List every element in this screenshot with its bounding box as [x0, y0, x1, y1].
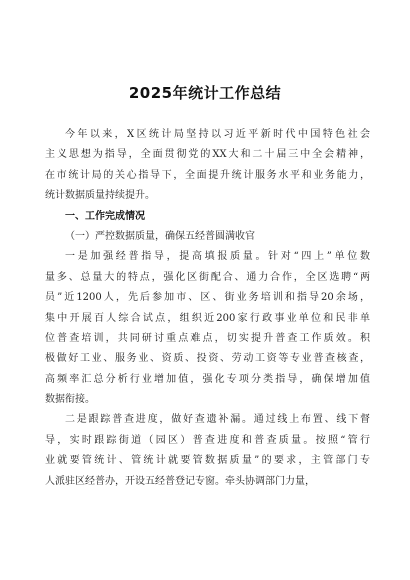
- text-line: 在市统计局的关心指导下，全面提升统计服务水平和业务能力，: [45, 169, 370, 181]
- text-line: 员”近1200人，先后参加市、区、街业务培训和指导20余场，: [45, 292, 370, 304]
- text-line: 极做好工业、服务业、资质、投资、劳动工资等专业普查核查，: [45, 353, 370, 365]
- text-line: 业就要管统计、管统计就要管数据质量”的要求，主管部门专: [45, 455, 370, 467]
- paragraph: [45, 247, 370, 410]
- text-line: 位普查培训，共同研讨重点难点，切实提升普查工作质效。积: [45, 332, 370, 344]
- text-line: 二是跟踪普查进度，做好查遗补漏。通过线上布置、线下督: [65, 414, 370, 426]
- text-line: 今年以来，X区统计局坚持以习近平新时代中国特色社会: [65, 129, 370, 140]
- paragraph: [45, 125, 370, 207]
- text-line: 量多、总量大的特点，强化区街配合、通力合作，全区选聘“两: [45, 271, 370, 283]
- text-line: 统计数据质量持续提升。: [45, 190, 155, 202]
- subsection-heading: [45, 227, 370, 247]
- text-line: （一）严控数据质量，确保五经普圆满收官: [65, 230, 255, 242]
- text-line: 一、工作完成情况: [65, 210, 145, 222]
- text-line: 集中开展百人综合试点，组织近200家行政事业单位和民非单: [45, 312, 370, 324]
- text-line: 人派驻区经普办，开设五经普登记专窗。牵头协调部门力量，: [45, 475, 315, 487]
- text-line: 一是加强经普指导，提高填报质量。针对“四上”单位数: [65, 251, 370, 263]
- document-title: 2025年统计工作总结: [128, 84, 282, 102]
- text-line: 主义思想为指导，全面贯彻党的XX大和二十届三中全会精神，: [45, 149, 370, 161]
- document-body: [45, 125, 370, 492]
- text-line: 导，实时跟踪街道（园区）普查进度和普查质量。按照“管行: [45, 434, 370, 446]
- text-line: 高频率汇总分析行业增加值，强化专项分类指导，确保增加值: [45, 373, 370, 385]
- text-line: 数据衔接。: [45, 394, 95, 406]
- section-heading: [45, 207, 370, 227]
- paragraph: [45, 410, 370, 492]
